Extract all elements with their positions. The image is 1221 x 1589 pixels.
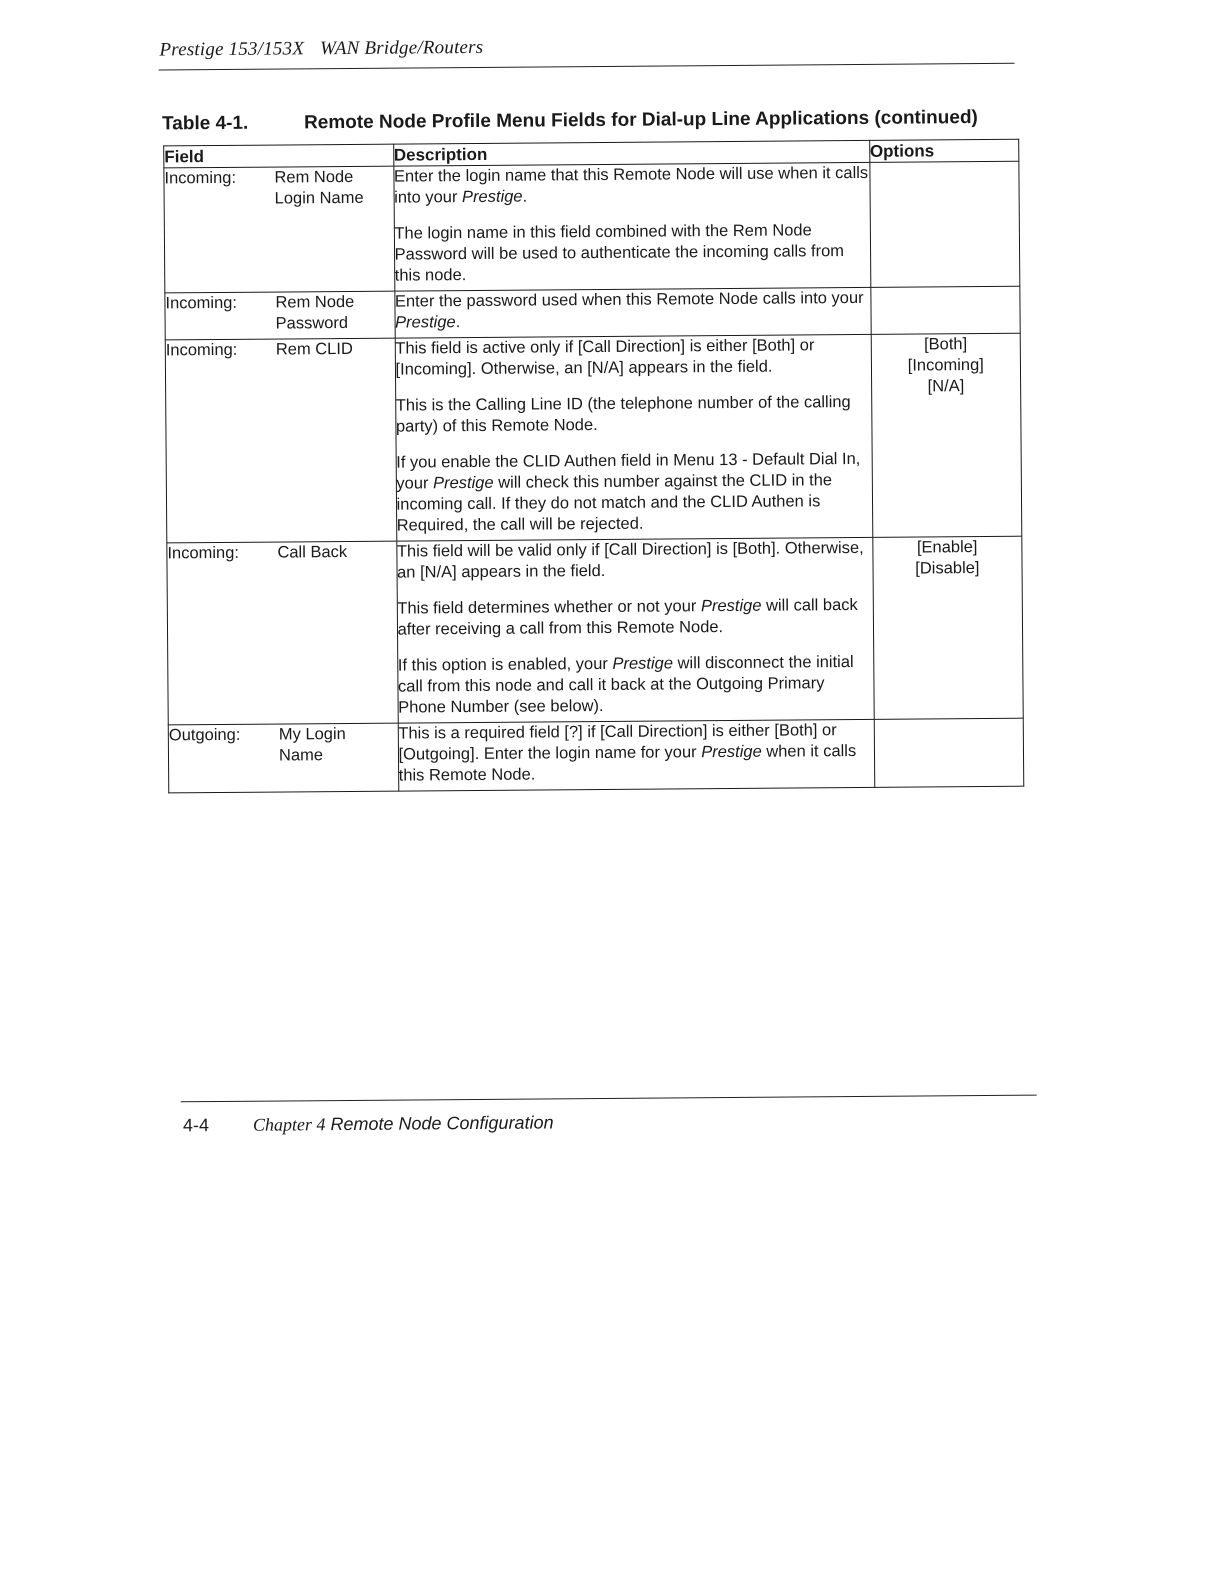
description-paragraph (397, 595, 872, 641)
product-name-italic: Prestige (701, 742, 762, 762)
product-name-italic: Prestige (395, 313, 456, 332)
field-cell (168, 723, 398, 793)
description-cell (393, 162, 870, 291)
description-paragraph (396, 449, 872, 537)
field-direction: Incoming: (165, 340, 238, 360)
product-name-italic: Prestige (461, 187, 523, 207)
description-text: This field will be valid only if [Call Direction] is [Both]. Otherwise, an [N/A] appears in the field. (396, 538, 864, 582)
table-row (164, 161, 1020, 293)
fields-table (163, 139, 1024, 794)
table-row (165, 286, 1020, 340)
option-value: [Disable] (915, 559, 980, 578)
column-header-options: Options (869, 139, 1019, 162)
column-header-description: Description (393, 140, 869, 166)
description-paragraph (398, 720, 874, 787)
product-name-italic: Prestige (612, 654, 674, 673)
description-text: will call back after receiving a call from this Remote Node. (397, 595, 858, 639)
description-text: . (522, 187, 528, 206)
description-text: will check this number against the CLID in the incoming call. If they do not match and the CLID Authen is Required, the call will be rejected. (396, 471, 833, 535)
header-subtitle: WAN Bridge/Routers (320, 36, 484, 60)
description-text: Enter the login name that this Remote Node will use when it calls into your (393, 163, 869, 207)
description-text: This is a required field [?] if [Call Direction] is either [Both] or [Outgoing]. Enter the login name for your (398, 721, 837, 764)
header-rule (159, 63, 1015, 71)
description-paragraph (395, 335, 870, 381)
field-direction: Incoming: (167, 543, 240, 563)
footer-title: Remote Node Configuration (330, 1112, 554, 1135)
field-direction: Incoming: (165, 293, 238, 313)
footer-chapter: Chapter 4 (252, 1114, 326, 1135)
field-direction: Outgoing: (168, 725, 241, 745)
column-header-field: Field (164, 144, 394, 168)
description-text: . (455, 313, 461, 332)
description-cell (396, 537, 874, 723)
options-cell (870, 286, 1020, 334)
table-row (167, 536, 1023, 725)
option-value: [Incoming] (907, 355, 984, 375)
description-paragraph (397, 538, 872, 584)
description-text: Enter the password used when this Remote Node calls into your (394, 288, 864, 311)
option-value: [N/A] (927, 377, 965, 396)
field-name (279, 724, 379, 767)
field-name (277, 542, 377, 564)
field-cell (165, 338, 396, 543)
description-paragraph (396, 392, 871, 438)
field-name-line: Rem CLID (275, 339, 353, 359)
field-name-line: Call Back (277, 542, 348, 562)
field-name-line: My Login (278, 725, 346, 744)
description-paragraph (398, 652, 874, 719)
description-cell (394, 287, 870, 338)
product-name-italic: Prestige (700, 596, 762, 616)
field-direction: Incoming: (164, 168, 237, 188)
description-paragraph (394, 163, 869, 209)
page-number: 4-4 (182, 1115, 209, 1136)
table-number: Table 4-1. (161, 112, 249, 135)
product-name-italic: Prestige (433, 473, 494, 493)
field-name-line: Name (278, 746, 324, 765)
description-text: This field determines whether or not your (397, 597, 702, 618)
description-text: will disconnect the initial call from this node and call it back at the Outgoing Primary Phone Number (see below). (397, 653, 854, 717)
description-text: This field is active only if [Call Direction] is either [Both] or [Incoming]. Otherwise, an [N/A] appears in the field. (395, 336, 815, 379)
field-name-line: Password (275, 313, 349, 333)
field-name (274, 167, 374, 210)
table-caption (162, 107, 978, 135)
description-paragraph (394, 220, 870, 287)
table-row (168, 718, 1024, 793)
description-text: when it calls this Remote Node. (398, 741, 857, 785)
field-cell (164, 166, 395, 293)
description-cell (395, 334, 873, 541)
table-body (164, 161, 1024, 793)
field-name-line: Login Name (274, 188, 364, 208)
description-text: The login name in this field combined with the Rem Node Password will be used to authenticate the incoming calls from this node. (394, 221, 845, 285)
option-value: [Both] (923, 335, 968, 354)
field-cell (167, 541, 398, 725)
table-title: Remote Node Profile Menu Fields for Dial-up Line Applications (continued) (303, 107, 978, 134)
field-name (275, 292, 375, 335)
options-cell (871, 333, 1022, 537)
running-header (159, 37, 483, 62)
table-row (165, 333, 1022, 543)
field-name-line: Rem Node (275, 292, 355, 312)
description-cell (398, 719, 875, 791)
field-name (276, 339, 376, 361)
description-text: If this option is enabled, your (397, 654, 613, 675)
description-paragraph (395, 288, 870, 334)
description-text: This is the Calling Line ID (the telephone number of the calling party) of this Remote Node. (395, 393, 851, 436)
footer-rule (181, 1095, 1037, 1103)
options-cell (869, 161, 1019, 287)
description-text: If you enable the CLID Authen field in Menu 13 - Default Dial In, your (396, 449, 861, 493)
field-name-line: Rem Node (274, 167, 354, 187)
field-cell (165, 291, 395, 340)
header-product: Prestige 153/153X (159, 38, 305, 61)
options-cell (872, 536, 1023, 719)
page-footer (183, 1112, 554, 1136)
options-cell (874, 718, 1024, 787)
option-value: [Enable] (916, 538, 978, 557)
